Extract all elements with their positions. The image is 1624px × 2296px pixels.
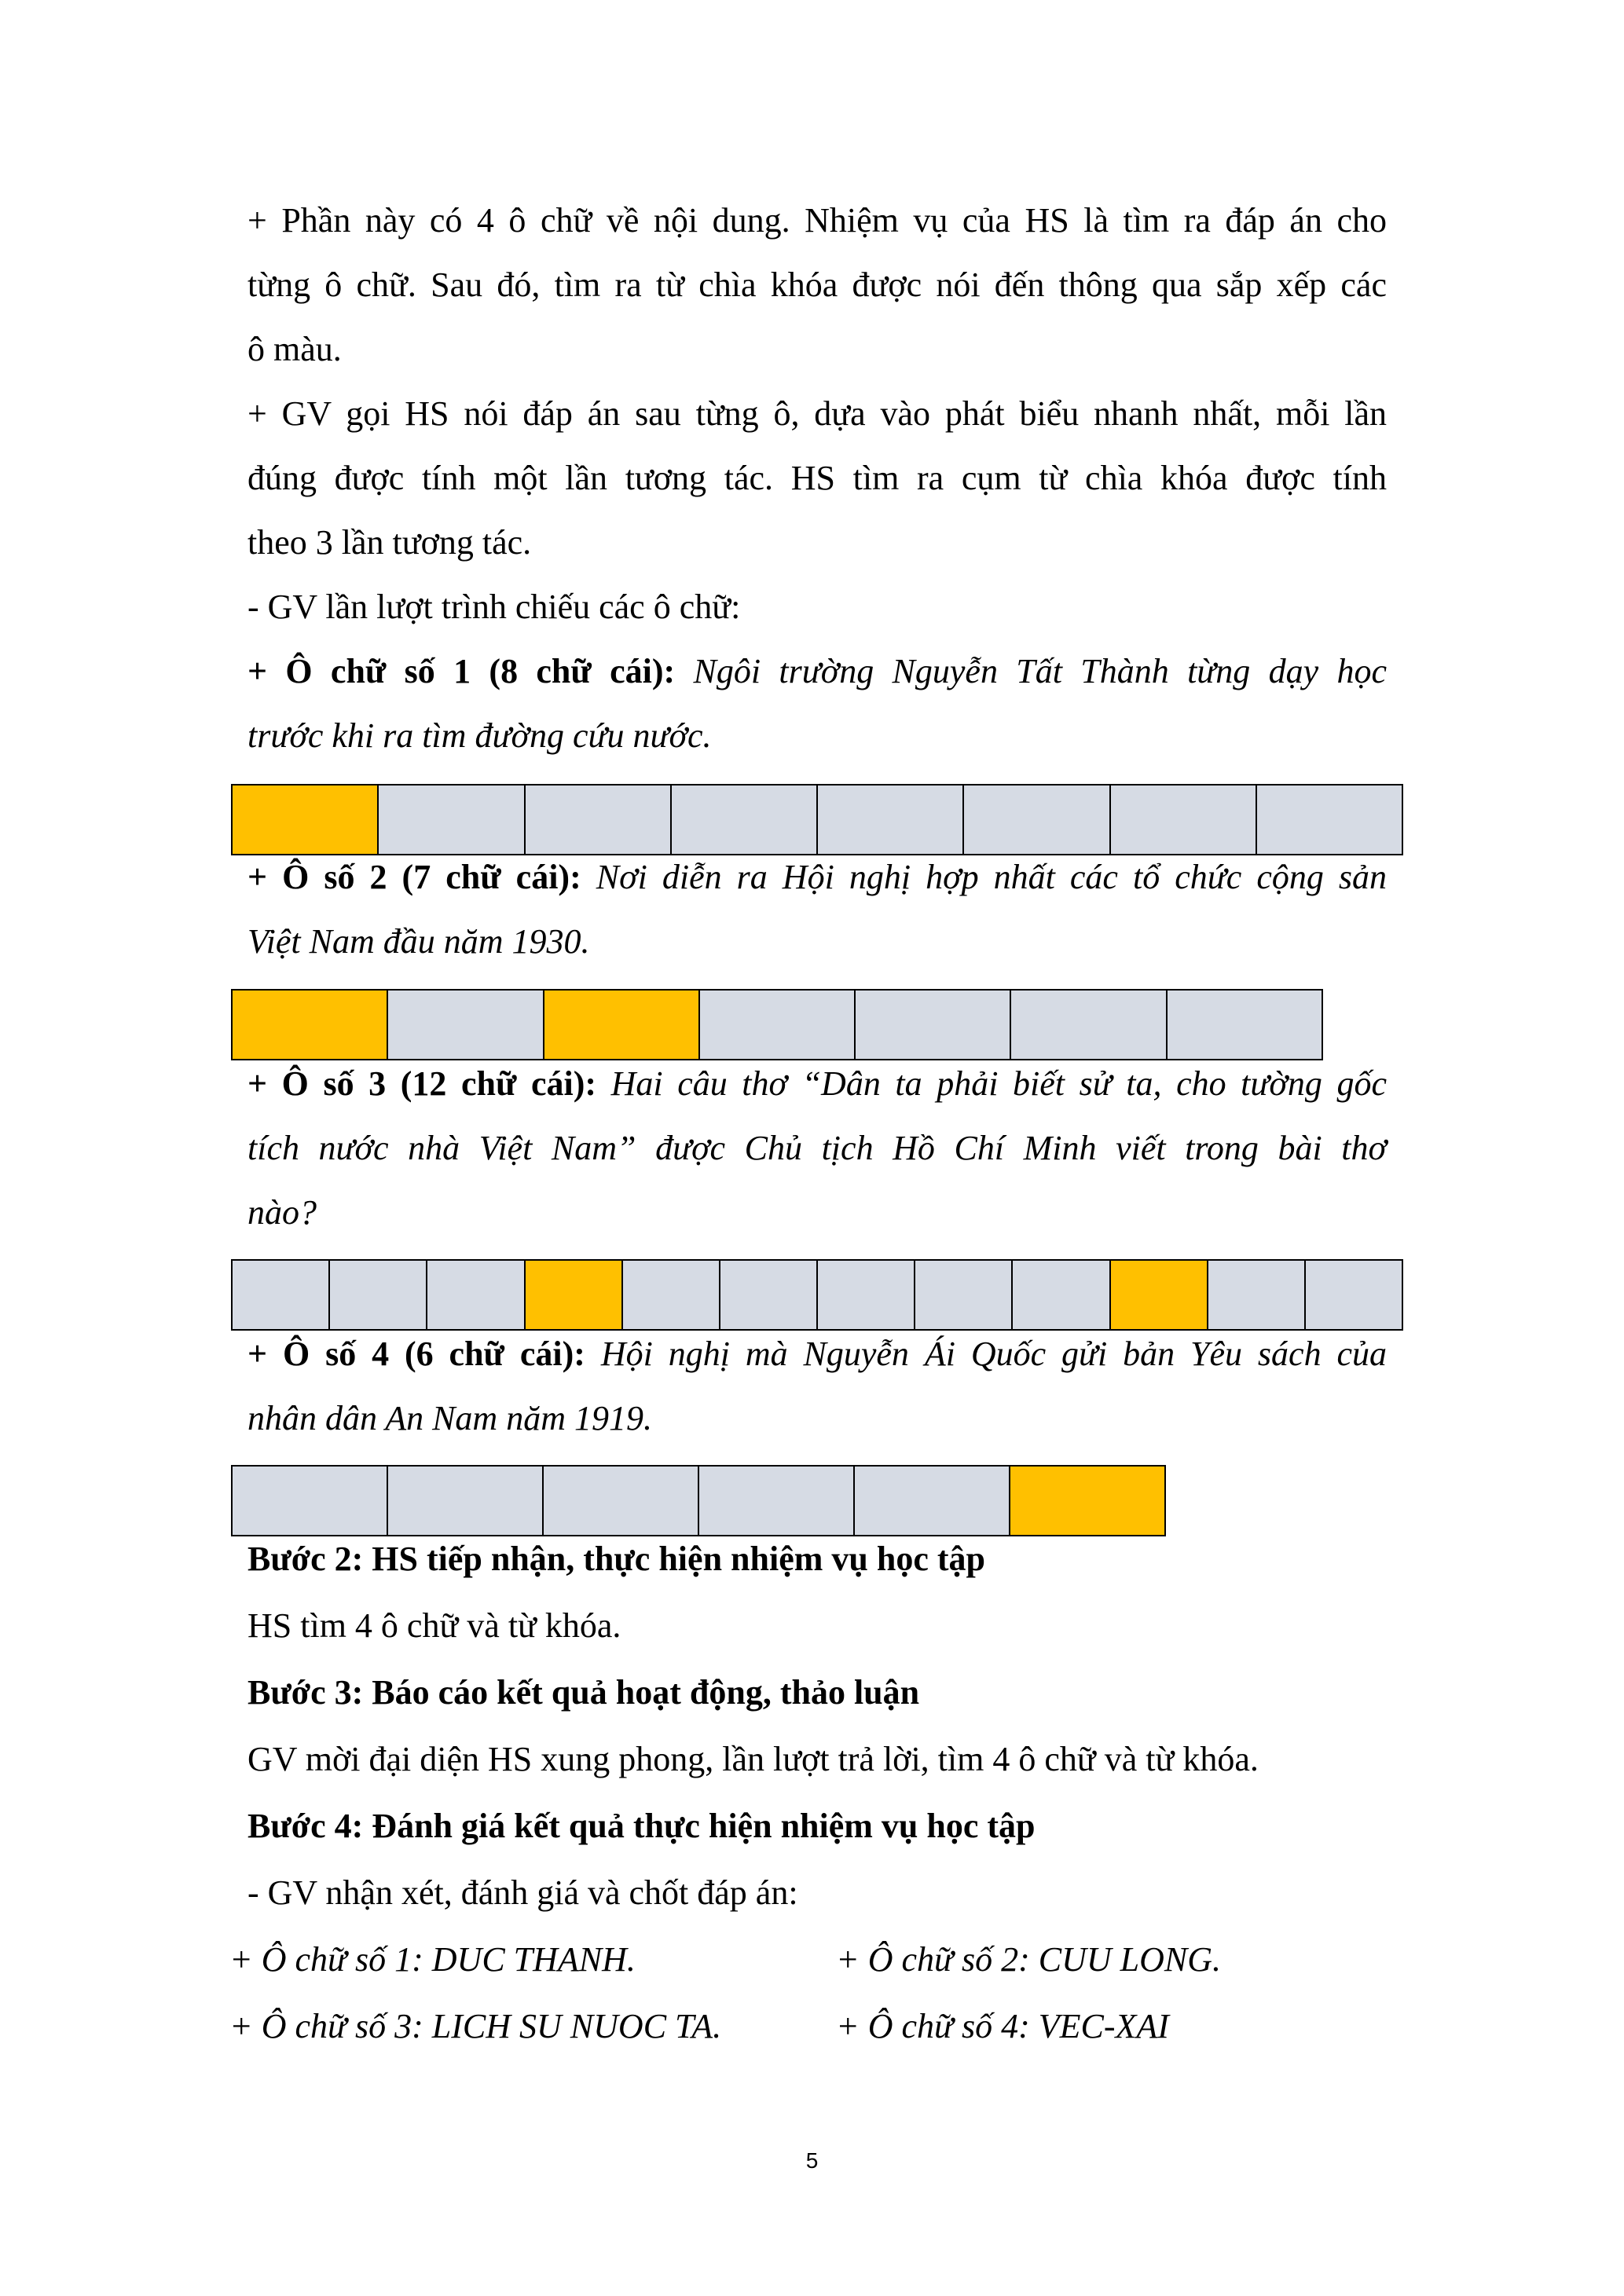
puzzle-question: trước khi ra tìm đường cứu nước.: [247, 716, 712, 755]
crossword-cell: [526, 785, 672, 854]
crossword-cell: [388, 1467, 544, 1535]
crossword-cell: [700, 991, 856, 1059]
step-2-heading: Bước 2: HS tiếp nhận, thực hiện nhiệm vụ học tập: [247, 1540, 985, 1578]
crossword-cell: [915, 1261, 1013, 1329]
step-4-heading: Bước 4: Đánh giá kết quả thực hiện nhiệm vụ học tập: [247, 1807, 1036, 1845]
puzzle-2-prompt: [247, 845, 1387, 910]
crossword-cell: [233, 1261, 330, 1329]
crossword-cell-highlighted: [233, 785, 379, 854]
puzzle-2-grid: [231, 989, 1323, 1060]
answer-1: + Ô chữ số 1: DUC THANH.: [229, 1940, 636, 1979]
crossword-cell: [818, 785, 964, 854]
crossword-cell-highlighted: [1010, 1467, 1164, 1535]
crossword-cell: [544, 1467, 699, 1535]
intro-text: + Phần này có 4 ô chữ về nội dung. Nhiệm vụ của HS là tìm ra đáp án cho: [247, 201, 1387, 240]
puzzle-label: + Ô số 3 (12 chữ cái):: [247, 1064, 597, 1103]
intro-text: - GV lần lượt trình chiếu các ô chữ:: [247, 588, 741, 626]
step-3-heading: Bước 3: Báo cáo kết quả hoạt động, thảo luận: [247, 1673, 920, 1712]
crossword-cell: [233, 1467, 388, 1535]
puzzle-1-prompt: [247, 639, 1387, 704]
puzzle-question: Việt Nam đầu năm 1930.: [247, 922, 590, 961]
puzzle-label: + Ô chữ số 1 (8 chữ cái):: [247, 652, 676, 690]
crossword-cell: [1013, 1261, 1110, 1329]
puzzle-label: + Ô số 2 (7 chữ cái):: [247, 858, 581, 896]
page-number: 5: [805, 2148, 819, 2173]
crossword-cell: [699, 1467, 855, 1535]
puzzle-question: Nơi diễn ra Hội nghị hợp nhất các tổ chức cộng sản: [596, 858, 1387, 896]
puzzle-question: Hai câu thơ “Dân ta phải biết sử ta, cho tường gốc: [610, 1064, 1387, 1103]
puzzle-4-prompt: [247, 1322, 1387, 1386]
step-4-text: - GV nhận xét, đánh giá và chốt đáp án:: [247, 1873, 798, 1912]
crossword-cell: [1208, 1261, 1306, 1329]
puzzle-label: + Ô số 4 (6 chữ cái):: [247, 1335, 585, 1373]
crossword-cell: [1111, 785, 1257, 854]
puzzle-3-prompt: [247, 1052, 1387, 1116]
puzzle-4-grid: [231, 1465, 1166, 1536]
crossword-cell: [672, 785, 818, 854]
puzzle-question: Hội nghị mà Nguyễn Ái Quốc gửi bản Yêu sách của: [600, 1335, 1388, 1373]
intro-text: từng ô chữ. Sau đó, tìm ra từ chìa khóa được nói đến thông qua sắp xếp các: [247, 265, 1387, 304]
crossword-cell-highlighted: [233, 991, 388, 1059]
answer-2: + Ô chữ số 2: CUU LONG.: [836, 1940, 1222, 1979]
crossword-cell: [1257, 785, 1402, 854]
crossword-cell: [330, 1261, 427, 1329]
crossword-cell: [388, 991, 544, 1059]
crossword-cell: [1011, 991, 1167, 1059]
crossword-cell-highlighted: [526, 1261, 623, 1329]
crossword-cell: [964, 785, 1110, 854]
intro-text: + GV gọi HS nói đáp án sau từng ô, dựa vào phát biểu nhanh nhất, mỗi lần: [247, 394, 1387, 433]
intro-text: đúng được tính một lần tương tác. HS tìm ra cụm từ chìa khóa được tính: [247, 459, 1387, 497]
answer-4: + Ô chữ số 4: VEC-XAI: [836, 2007, 1169, 2045]
puzzle-question: nhân dân An Nam năm 1919.: [247, 1399, 652, 1437]
crossword-cell-highlighted: [544, 991, 700, 1059]
crossword-cell: [856, 991, 1011, 1059]
crossword-cell-highlighted: [1111, 1261, 1208, 1329]
crossword-cell: [427, 1261, 525, 1329]
crossword-cell: [1168, 991, 1322, 1059]
crossword-cell: [1306, 1261, 1402, 1329]
intro-text: theo 3 lần tương tác.: [247, 523, 532, 562]
crossword-cell: [818, 1261, 915, 1329]
crossword-cell: [379, 785, 525, 854]
intro-text: ô màu.: [247, 330, 342, 368]
puzzle-question: tích nước nhà Việt Nam” được Chủ tịch Hồ Chí Minh viết trong bài thơ: [247, 1129, 1387, 1167]
puzzle-question: Ngôi trường Nguyễn Tất Thành từng dạy học: [693, 652, 1387, 690]
step-3-text: GV mời đại diện HS xung phong, lần lượt trả lời, tìm 4 ô chữ và từ khóa.: [247, 1740, 1259, 1778]
crossword-cell: [855, 1467, 1010, 1535]
puzzle-question: nào?: [247, 1193, 317, 1232]
crossword-cell: [623, 1261, 720, 1329]
puzzle-3-grid: [231, 1259, 1403, 1331]
step-2-text: HS tìm 4 ô chữ và từ khóa.: [247, 1606, 621, 1645]
answer-3: + Ô chữ số 3: LICH SU NUOC TA.: [229, 2007, 722, 2045]
crossword-cell: [720, 1261, 818, 1329]
